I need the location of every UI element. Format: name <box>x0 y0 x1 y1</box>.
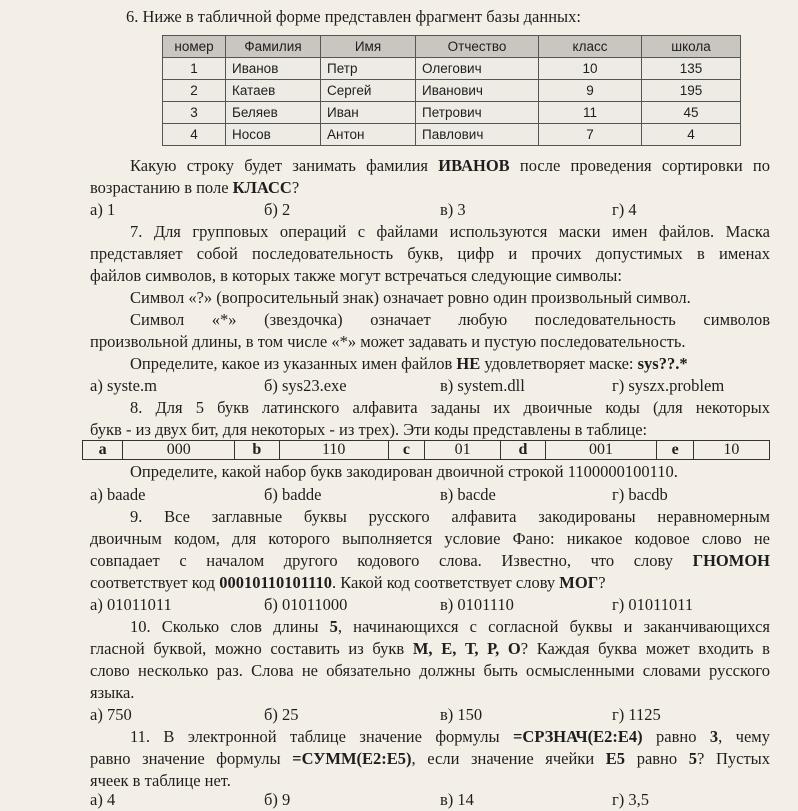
header-cell: номер <box>163 36 226 58</box>
header-cell: Отчество <box>416 36 539 58</box>
q7-text: 7. Для групповых операций с файлами используются маски имен файлов. Маска представляет собой последовательность букв, цифр и прочих допустимых в именах файлов символов, в которых также могут встречаться следующие символы: Символ «?» (вопросительный знак) означает ровно один произвольный символ. Символ «*» (звездочка) означает любую последовательность символов произвольной длины, в том числе «*» может задавать и пустую последовательность. Определите, какое из указанных имен файлов НЕ удовлетворяет маске: sys??.* <box>90 222 770 373</box>
q7-option-b: б) sys23.exe <box>264 376 347 395</box>
q11-option-d: г) 3,5 <box>612 790 650 809</box>
code-value: 000 <box>123 441 235 460</box>
table-cell: Носов <box>226 124 321 146</box>
table-cell: 195 <box>642 80 741 102</box>
q11-text: 11. В электронной таблице значение формулы =СРЗНАЧ(E2:E4) равно 3, чему равно значение формулы =СУММ(E2:E5), если значение ячейки E5 равно 5? Пустых ячеек в таблице нет. <box>90 727 770 790</box>
table-cell: 2 <box>163 80 226 102</box>
table-row <box>163 80 741 102</box>
q10-option-a: а) 750 <box>90 705 132 724</box>
table-cell: 135 <box>642 58 741 80</box>
table-cell: 1 <box>163 58 226 80</box>
table-row <box>163 124 741 146</box>
q11-option-b: б) 9 <box>264 790 291 809</box>
q10-text: 10. Сколько слов длины 5, начинающихся с согласной буквы и заканчивающихся гласной буквой, можно составить из букв М, Е, Т, Р, О? Каждая буква может входить в слово несколько раз. Слова не обязательно должны быть осмысленными словами русского языка. <box>90 617 770 702</box>
table-cell: 9 <box>539 80 642 102</box>
q9-option-d: г) 01011011 <box>612 595 694 614</box>
code-letter: d <box>501 441 545 460</box>
table-cell: Иван <box>321 102 416 124</box>
q9-option-c: в) 0101110 <box>440 595 514 614</box>
q10-option-b: б) 25 <box>264 705 299 724</box>
q9-option-b: б) 01011000 <box>264 595 348 614</box>
table-cell: 7 <box>539 124 642 146</box>
code-value: 01 <box>425 441 501 460</box>
table-cell: 45 <box>642 102 741 124</box>
q10-option-d: г) 1125 <box>612 705 661 724</box>
table-row <box>163 58 741 80</box>
codes-row <box>83 441 770 460</box>
table-cell: Олегович <box>416 58 539 80</box>
codes-table <box>82 440 770 460</box>
table-cell: 4 <box>642 124 741 146</box>
table-cell: 4 <box>163 124 226 146</box>
header-cell: школа <box>642 36 741 58</box>
table-cell: Петрович <box>416 102 539 124</box>
header-cell: класс <box>539 36 642 58</box>
q11-option-a: а) 4 <box>90 790 116 809</box>
q8-option-a: а) baade <box>90 485 146 504</box>
q9-option-a: а) 01011011 <box>90 595 172 614</box>
database-table <box>162 35 741 146</box>
table-cell: 10 <box>539 58 642 80</box>
q6-option-c: в) 3 <box>440 200 466 219</box>
table-cell: Антон <box>321 124 416 146</box>
table-cell: Иванович <box>416 80 539 102</box>
code-letter: e <box>657 441 693 460</box>
q6-question: Какую строку будет занимать фамилия ИВАНОВ после проведения сортировки по возрастанию в поле КЛАСС? <box>90 156 770 197</box>
table-cell: Сергей <box>321 80 416 102</box>
q6-option-d: г) 4 <box>612 200 637 219</box>
table-cell: 3 <box>163 102 226 124</box>
q8-text: 8. Для 5 букв латинского алфавита заданы их двоичные коды (для некоторых букв - из двух бит, для некоторых - из трех). Эти коды представлены в таблице: <box>90 398 770 439</box>
table-row <box>163 102 741 124</box>
table-cell: Павлович <box>416 124 539 146</box>
q6-option-a: а) 1 <box>90 200 116 219</box>
q8-option-d: г) bacdb <box>612 485 668 504</box>
table-header-row <box>163 36 741 58</box>
code-letter: b <box>235 441 279 460</box>
code-letter: a <box>83 441 123 460</box>
q9-text: 9. Все заглавные буквы русского алфавита закодированы неравномерным двоичным кодом, для которого выполняется условие Фано: никакое кодовое слово не совпадает с началом другого кодового слова. Известно, что слову ГНОМОН соответствует код 00010110101110. Какой код соответствует слову МОГ? <box>90 507 770 592</box>
header-cell: Имя <box>321 36 416 58</box>
q8-question: Определите, какой набор букв закодирован двоичной строкой 1100000100110. <box>130 462 678 481</box>
table-cell: Иванов <box>226 58 321 80</box>
table-cell: 11 <box>539 102 642 124</box>
q8-option-c: в) bacde <box>440 485 496 504</box>
table-cell: Петр <box>321 58 416 80</box>
code-letter: c <box>388 441 424 460</box>
q7-option-c: в) system.dll <box>440 376 525 395</box>
q10-option-c: в) 150 <box>440 705 483 724</box>
code-value: 001 <box>545 441 657 460</box>
q7-option-d: г) syszx.problem <box>612 376 725 395</box>
header-cell: Фамилия <box>226 36 321 58</box>
code-value: 10 <box>693 441 769 460</box>
q11-option-c: в) 14 <box>440 790 474 809</box>
q6-intro: 6. Ниже в табличной форме представлен фрагмент базы данных: <box>126 7 581 26</box>
code-value: 110 <box>279 441 388 460</box>
table-cell: Катаев <box>226 80 321 102</box>
q7-option-a: а) syste.m <box>90 376 157 395</box>
table-cell: Беляев <box>226 102 321 124</box>
q6-option-b: б) 2 <box>264 200 291 219</box>
q8-option-b: б) badde <box>264 485 322 504</box>
